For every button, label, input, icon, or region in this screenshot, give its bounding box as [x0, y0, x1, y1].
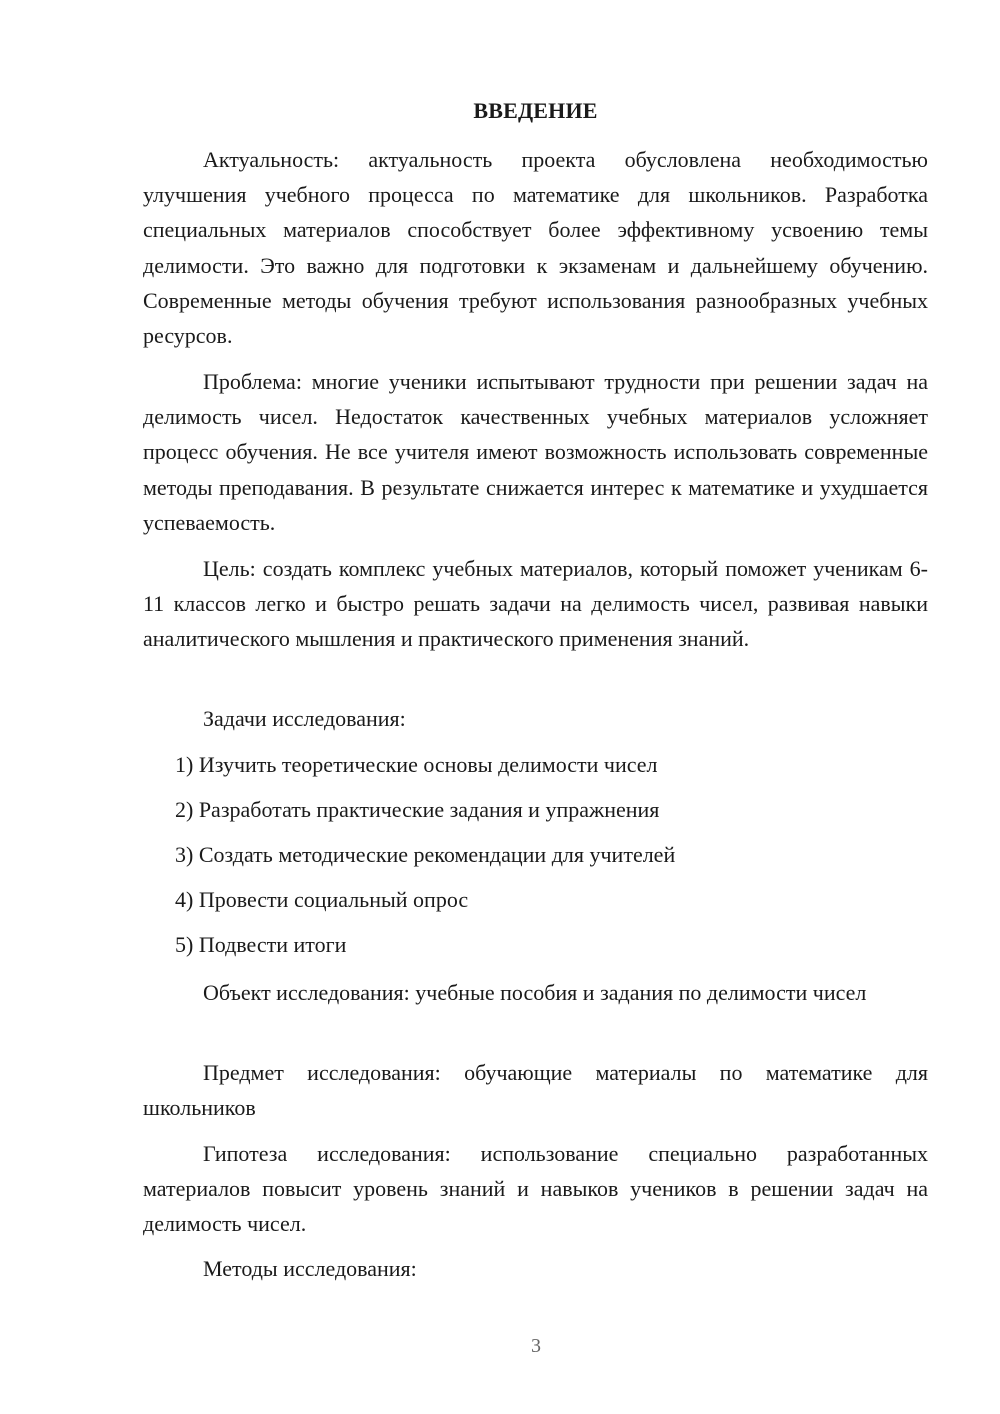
problem-paragraph: Проблема: многие ученики испытывают трудности при решении задач на делимость чисел. Недостаток качественных учебных материалов усложняет процесс обучения. Не все учителя имеют возможность использовать современные методы преподавания. В результате снижается интерес к математике и ухудшается успеваемость. [143, 369, 928, 535]
relevance-paragraph: Актуальность: актуальность проекта обусловлена необходимостью улучшения учебного процесса по математике для школьников. Разработка специальных материалов способствует более эффективному усвоению темы делимости. Это важно для подготовки к экзаменам и дальнейшему обучению. Современные методы обучения требуют использования разнообразных учебных ресурсов. [143, 147, 928, 349]
task-item: 2) Разработать практические задания и упражнения [175, 797, 660, 822]
task-item: 3) Создать методические рекомендации для учителей [175, 842, 676, 867]
page-title: ВВЕДЕНИЕ [473, 98, 598, 123]
task-item: 1) Изучить теоретические основы делимости чисел [175, 752, 658, 777]
goal-paragraph: Цель: создать комплекс учебных материалов, который поможет ученикам 6-11 классов легко и быстро решать задачи на делимость чисел, развивая навыки аналитического мышления и практического применения знаний. [143, 556, 928, 652]
subject-paragraph: Предмет исследования: обучающие материалы по математике для школьников [143, 1060, 928, 1121]
hypothesis-paragraph: Гипотеза исследования: использование специально разработанных материалов повысит уровень знаний и навыков учеников в решении задач на делимость чисел. [143, 1141, 928, 1237]
methods-heading: Методы исследования: [203, 1256, 417, 1281]
task-item: 5) Подвести итоги [175, 932, 347, 957]
task-item: 4) Провести социальный опрос [175, 887, 469, 912]
tasks-heading: Задачи исследования: [203, 706, 406, 731]
page-number: 3 [531, 1335, 541, 1357]
object-paragraph: Объект исследования: учебные пособия и задания по делимости чисел [203, 980, 867, 1005]
